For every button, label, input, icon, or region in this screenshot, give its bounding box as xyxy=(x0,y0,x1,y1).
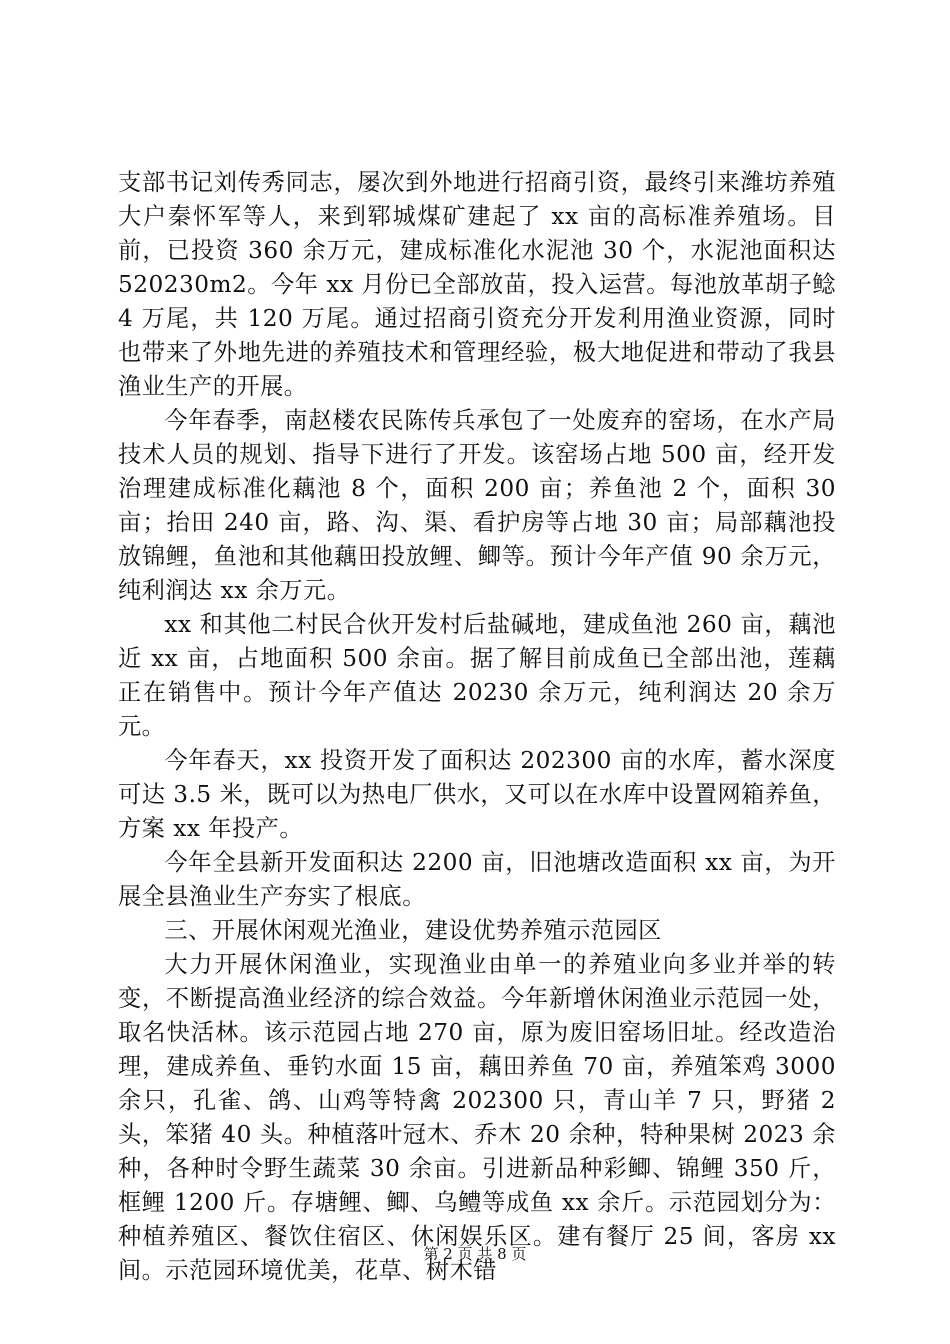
paragraph-1: 支部书记刘传秀同志，屡次到外地进行招商引资，最终引来潍坊养殖大户秦怀军等人，来到郓城煤矿建起了 xx 亩的高标准养殖场。目前，已投资 360 余万元，建成标准化水泥池 30 个，水泥池面积达 520230m2。今年 xx 月份已全部放苗，投入运营。每池放革胡子鲶 4 万尾，共 120 万尾。通过招商引资充分开发利用渔业资源，同时也带来了外地先进的养殖技术和管理经验，极大地促进和带动了我县渔业生产的开展。 xyxy=(118,169,836,400)
paragraph-6: 大力开展休闲渔业，实现渔业由单一的养殖业向多业并举的转变，不断提高渔业经济的综合效益。今年新增休闲渔业示范园一处，取名快活林。该示范园占地 270 亩，原为废旧窑场旧址。经改造治理，建成养鱼、垂钓水面 15 亩，藕田养鱼 70 亩，养殖笨鸡 3000 余只，孔雀、鸽、山鸡等特禽 202300 只，青山羊 7 只，野猪 2 头，笨猪 40 头。种植落叶冠木、乔木 20 余种，特种果树 2023 余种，各种时令野生蔬菜 30 余亩。引进新品种彩鲫、锦鲤 350 斤，框鲤 1200 斤。存塘鲤、鲫、乌鳢等成鱼 xx 余斤。示范园划分为：种植养殖区、餐饮住宿区、休闲娱乐区。建有餐厅 25 间，客房 xx 间。示范园环境优美，花草、树木错 xyxy=(118,951,836,1284)
paragraph-4: 今年春天，xx 投资开发了面积达 202300 亩的水库，蓄水深度可达 3.5 米，既可以为热电厂供水，又可以在水库中设置网箱养鱼，方案 xx 年投产。 xyxy=(118,747,836,842)
paragraph-3: xx 和其他二村民合伙开发村后盐碱地，建成鱼池 260 亩，藕池近 xx 亩，占地面积 500 余亩。据了解目前成鱼已全部出池，莲藕正在销售中。预计今年产值达 20230 余万元，纯利润达 20 余万元。 xyxy=(118,611,836,740)
page-footer: 第 2 页 共 8 页 xyxy=(423,1245,527,1263)
paragraph-2: 今年春季，南赵楼农民陈传兵承包了一处废弃的窑场，在水产局技术人员的规划、指导下进行了开发。该窑场占地 500 亩，经开发治理建成标准化藕池 8 个，面积 200 亩；养鱼池 2 个，面积 30 亩；抬田 240 亩，路、沟、渠、看护房等占地 30 亩；局部藕池投放锦鲤，鱼池和其他藕田投放鲤、鲫等。预计今年产值 90 余万元，纯利润达 xx 余万元。 xyxy=(118,407,836,604)
section-heading: 三、开展休闲观光渔业，建设优势养殖示范园区 xyxy=(164,917,662,944)
paragraph-5: 今年全县新开发面积达 2200 亩，旧池塘改造面积 xx 亩，为开展全县渔业生产夯实了根底。 xyxy=(118,849,836,910)
document-body xyxy=(118,166,836,1288)
